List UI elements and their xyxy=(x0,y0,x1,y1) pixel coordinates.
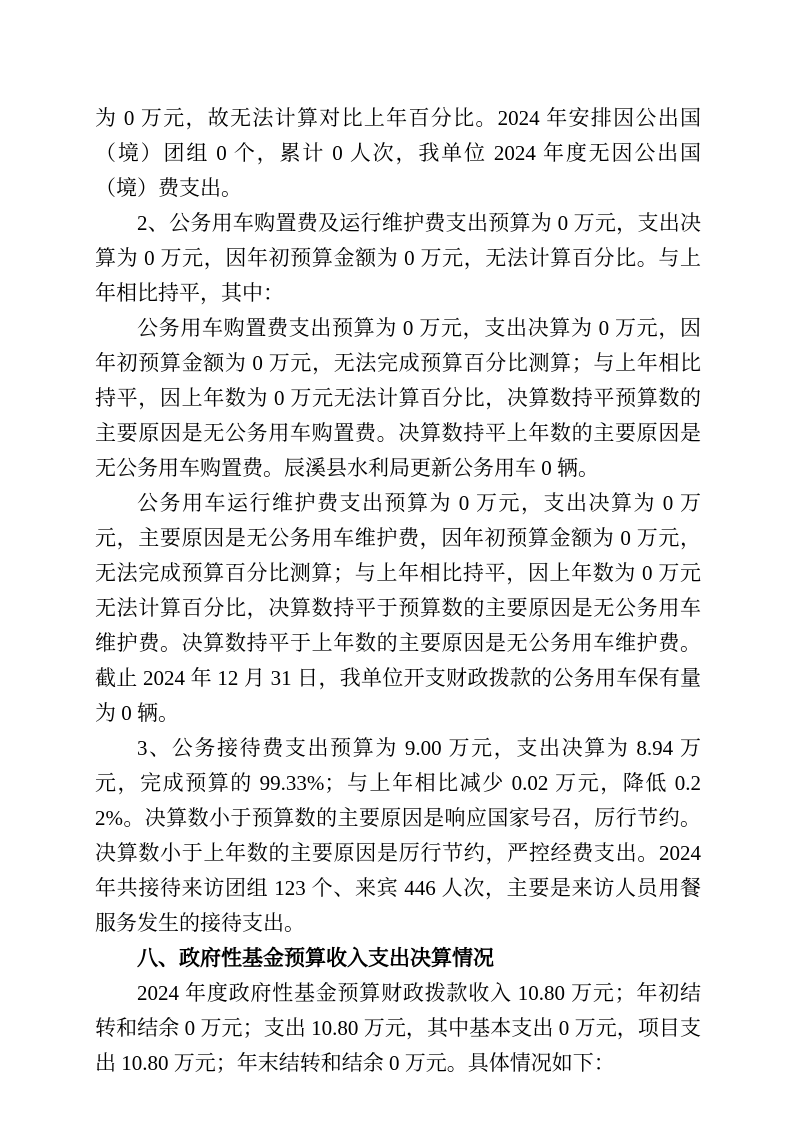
section-heading-government-fund-budget: 八、政府性基金预算收入支出决算情况 xyxy=(137,947,494,970)
paragraph-overseas-travel-continuation: 为 0 万元，故无法计算对比上年百分比。2024 年安排因公出国（境）团组 0 个，累计 0 人次，我单位 2024 年度无因公出国（境）费支出。 xyxy=(95,106,701,200)
paragraph-official-reception-expense: 3、公务接待费支出预算为 9.00 万元，支出决算为 8.94 万元，完成预算的 99.33%；与上年相比减少 0.02 万元，降低 0.22%。决算数小于预算数的主要原因是响应国家号召，厉行节约。决算数小于上年数的主要原因是厉行节约，严控经费支出。2024 年共接待来访团组 123 个、来宾 446 人次，主要是来访人员用餐服务发生的接待支出。 xyxy=(95,736,701,935)
paragraph-vehicle-purchase-and-maintenance-total: 2、公务用车购置费及运行维护费支出预算为 0 万元，支出决算为 0 万元，因年初预算金额为 0 万元，无法计算百分比。与上年相比持平，其中： xyxy=(95,211,701,305)
paragraph-vehicle-purchase-detail: 公务用车购置费支出预算为 0 万元，支出决算为 0 万元，因年初预算金额为 0 万元，无法完成预算百分比测算；与上年相比持平，因上年数为 0 万元无法计算百分比，决算数持平预算数的主要原因是无公务用车购置费。决算数持平上年数的主要原因是无公务用车购置费。辰溪县水利局更新公务用车 0 辆。 xyxy=(95,316,701,480)
paragraph-government-fund-budget-summary: 2024 年度政府性基金预算财政拨款收入 10.80 万元；年初结转和结余 0 万元；支出 10.80 万元，其中基本支出 0 万元，项目支出 10.80 万元；年末结转和结余 0 万元。具体情况如下： xyxy=(95,981,701,1075)
paragraph-vehicle-maintenance-detail: 公务用车运行维护费支出预算为 0 万元，支出决算为 0 万元，主要原因是无公务用车维护费，因年初预算金额为 0 万元，无法完成预算百分比测算；与上年相比持平，因上年数为 0 万元无法计算百分比，决算数持平于预算数的主要原因是无公务用车维护费。决算数持平于上年数的主要原因是无公务用车维护费。截止 2024 年 12 月 31 日，我单位开支财政拨款的公务用车保有量为 0 辆。 xyxy=(95,491,701,725)
